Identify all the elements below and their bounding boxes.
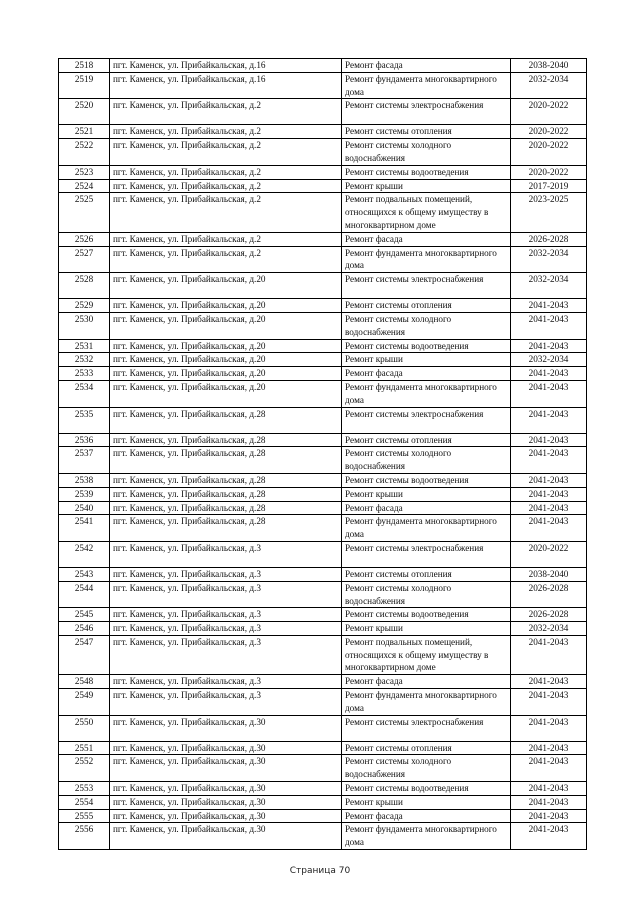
period-cell: 2038-2040 [511, 59, 587, 73]
table-body [59, 59, 587, 850]
work-type-cell: Ремонт подвальных помещений, относящихся к общему имуществу в многоквартирном доме [342, 193, 511, 232]
work-type-cell: Ремонт системы отопления [342, 125, 511, 139]
work-type-cell: Ремонт крыши [342, 795, 511, 809]
table-row [59, 353, 587, 367]
table-row [59, 487, 587, 501]
address-cell: пгт. Каменск, ул. Прибайкальская, д.2 [110, 232, 342, 246]
period-cell: 2032-2034 [511, 622, 587, 636]
table-row [59, 165, 587, 179]
work-type-cell: Ремонт системы холодного водоснабжения [342, 312, 511, 339]
row-number-cell: 2538 [59, 473, 110, 487]
period-cell: 2041-2043 [511, 433, 587, 447]
table-row [59, 809, 587, 823]
row-number-cell: 2550 [59, 715, 110, 741]
work-type-cell: Ремонт фундамента многоквартирного дома [342, 515, 511, 542]
period-cell: 2032-2034 [511, 246, 587, 273]
table-row [59, 473, 587, 487]
work-type-cell: Ремонт системы водоотведения [342, 608, 511, 622]
work-type-cell: Ремонт системы отопления [342, 567, 511, 581]
row-number-cell: 2553 [59, 782, 110, 796]
table-row [59, 608, 587, 622]
period-cell: 2041-2043 [511, 823, 587, 850]
table-row [59, 59, 587, 73]
address-cell: пгт. Каменск, ул. Прибайкальская, д.28 [110, 447, 342, 474]
page-number: Страница 70 [289, 866, 351, 876]
work-type-cell: Ремонт фасада [342, 675, 511, 689]
period-cell: 2041-2043 [511, 782, 587, 796]
row-number-cell: 2525 [59, 193, 110, 232]
table-row [59, 755, 587, 782]
row-number-cell: 2546 [59, 622, 110, 636]
period-cell: 2017-2019 [511, 179, 587, 193]
row-number-cell: 2533 [59, 367, 110, 381]
address-cell: пгт. Каменск, ул. Прибайкальская, д.30 [110, 755, 342, 782]
row-number-cell: 2534 [59, 380, 110, 407]
table-row [59, 515, 587, 542]
table-row [59, 782, 587, 796]
address-cell: пгт. Каменск, ул. Прибайкальская, д.2 [110, 165, 342, 179]
table-row [59, 741, 587, 755]
period-cell: 2041-2043 [511, 741, 587, 755]
address-cell: пгт. Каменск, ул. Прибайкальская, д.3 [110, 608, 342, 622]
address-cell: пгт. Каменск, ул. Прибайкальская, д.30 [110, 741, 342, 755]
work-type-cell: Ремонт системы водоотведения [342, 473, 511, 487]
address-cell: пгт. Каменск, ул. Прибайкальская, д.20 [110, 353, 342, 367]
period-cell: 2041-2043 [511, 473, 587, 487]
address-cell: пгт. Каменск, ул. Прибайкальская, д.30 [110, 809, 342, 823]
period-cell: 2020-2022 [511, 139, 587, 166]
table-row [59, 299, 587, 313]
work-type-cell: Ремонт фасада [342, 809, 511, 823]
row-number-cell: 2548 [59, 675, 110, 689]
table-row [59, 407, 587, 433]
address-cell: пгт. Каменск, ул. Прибайкальская, д.3 [110, 541, 342, 567]
table-row [59, 675, 587, 689]
address-cell: пгт. Каменск, ул. Прибайкальская, д.28 [110, 407, 342, 433]
row-number-cell: 2532 [59, 353, 110, 367]
work-type-cell: Ремонт фундамента многоквартирного дома [342, 380, 511, 407]
row-number-cell: 2518 [59, 59, 110, 73]
table-row [59, 312, 587, 339]
table-row [59, 581, 587, 608]
work-type-cell: Ремонт системы отопления [342, 741, 511, 755]
work-type-cell: Ремонт системы электроснабжения [342, 99, 511, 125]
period-cell: 2041-2043 [511, 312, 587, 339]
period-cell: 2041-2043 [511, 515, 587, 542]
work-type-cell: Ремонт крыши [342, 353, 511, 367]
table-row [59, 541, 587, 567]
address-cell: пгт. Каменск, ул. Прибайкальская, д.28 [110, 515, 342, 542]
row-number-cell: 2556 [59, 823, 110, 850]
period-cell: 2020-2022 [511, 99, 587, 125]
row-number-cell: 2537 [59, 447, 110, 474]
table-row [59, 689, 587, 716]
work-type-cell: Ремонт системы холодного водоснабжения [342, 755, 511, 782]
work-type-cell: Ремонт системы отопления [342, 299, 511, 313]
address-cell: пгт. Каменск, ул. Прибайкальская, д.3 [110, 567, 342, 581]
period-cell: 2032-2034 [511, 273, 587, 299]
work-type-cell: Ремонт фасада [342, 232, 511, 246]
work-type-cell: Ремонт подвальных помещений, относящихся к общему имуществу в многоквартирном доме [342, 635, 511, 674]
row-number-cell: 2539 [59, 487, 110, 501]
work-type-cell: Ремонт фундамента многоквартирного дома [342, 689, 511, 716]
row-number-cell: 2543 [59, 567, 110, 581]
row-number-cell: 2519 [59, 72, 110, 99]
period-cell: 2026-2028 [511, 232, 587, 246]
table-row [59, 635, 587, 674]
table-row [59, 139, 587, 166]
work-type-cell: Ремонт фундамента многоквартирного дома [342, 246, 511, 273]
address-cell: пгт. Каменск, ул. Прибайкальская, д.28 [110, 433, 342, 447]
work-type-cell: Ремонт крыши [342, 179, 511, 193]
period-cell: 2041-2043 [511, 339, 587, 353]
work-type-cell: Ремонт системы электроснабжения [342, 273, 511, 299]
address-cell: пгт. Каменск, ул. Прибайкальская, д.2 [110, 125, 342, 139]
work-type-cell: Ремонт системы электроснабжения [342, 407, 511, 433]
address-cell: пгт. Каменск, ул. Прибайкальская, д.28 [110, 501, 342, 515]
address-cell: пгт. Каменск, ул. Прибайкальская, д.20 [110, 299, 342, 313]
row-number-cell: 2529 [59, 299, 110, 313]
address-cell: пгт. Каменск, ул. Прибайкальская, д.30 [110, 715, 342, 741]
address-cell: пгт. Каменск, ул. Прибайкальская, д.20 [110, 367, 342, 381]
work-type-cell: Ремонт фундамента многоквартирного дома [342, 823, 511, 850]
period-cell: 2032-2034 [511, 353, 587, 367]
work-type-cell: Ремонт системы отопления [342, 433, 511, 447]
table-row [59, 501, 587, 515]
table-row [59, 367, 587, 381]
period-cell: 2026-2028 [511, 581, 587, 608]
table-row [59, 823, 587, 850]
row-number-cell: 2540 [59, 501, 110, 515]
work-type-cell: Ремонт крыши [342, 622, 511, 636]
period-cell: 2041-2043 [511, 795, 587, 809]
row-number-cell: 2542 [59, 541, 110, 567]
period-cell: 2041-2043 [511, 407, 587, 433]
work-type-cell: Ремонт системы холодного водоснабжения [342, 139, 511, 166]
address-cell: пгт. Каменск, ул. Прибайкальская, д.2 [110, 99, 342, 125]
period-cell: 2020-2022 [511, 541, 587, 567]
address-cell: пгт. Каменск, ул. Прибайкальская, д.3 [110, 675, 342, 689]
period-cell: 2032-2034 [511, 72, 587, 99]
work-type-cell: Ремонт системы водоотведения [342, 165, 511, 179]
row-number-cell: 2552 [59, 755, 110, 782]
row-number-cell: 2535 [59, 407, 110, 433]
period-cell: 2041-2043 [511, 299, 587, 313]
row-number-cell: 2527 [59, 246, 110, 273]
period-cell: 2026-2028 [511, 608, 587, 622]
address-cell: пгт. Каменск, ул. Прибайкальская, д.3 [110, 622, 342, 636]
work-type-cell: Ремонт фасада [342, 59, 511, 73]
row-number-cell: 2547 [59, 635, 110, 674]
period-cell: 2041-2043 [511, 487, 587, 501]
address-cell: пгт. Каменск, ул. Прибайкальская, д.3 [110, 581, 342, 608]
address-cell: пгт. Каменск, ул. Прибайкальская, д.2 [110, 246, 342, 273]
table-row [59, 125, 587, 139]
address-cell: пгт. Каменск, ул. Прибайкальская, д.30 [110, 782, 342, 796]
table-row [59, 193, 587, 232]
table-row [59, 339, 587, 353]
period-cell: 2020-2022 [511, 125, 587, 139]
work-type-cell: Ремонт фасада [342, 367, 511, 381]
address-cell: пгт. Каменск, ул. Прибайкальская, д.3 [110, 689, 342, 716]
address-cell: пгт. Каменск, ул. Прибайкальская, д.20 [110, 380, 342, 407]
work-type-cell: Ремонт системы холодного водоснабжения [342, 447, 511, 474]
period-cell: 2020-2022 [511, 165, 587, 179]
work-type-cell: Ремонт системы водоотведения [342, 782, 511, 796]
work-type-cell: Ремонт системы электроснабжения [342, 541, 511, 567]
row-number-cell: 2549 [59, 689, 110, 716]
row-number-cell: 2520 [59, 99, 110, 125]
row-number-cell: 2541 [59, 515, 110, 542]
row-number-cell: 2528 [59, 273, 110, 299]
address-cell: пгт. Каменск, ул. Прибайкальская, д.2 [110, 193, 342, 232]
work-type-cell: Ремонт фундамента многоквартирного дома [342, 72, 511, 99]
row-number-cell: 2544 [59, 581, 110, 608]
address-cell: пгт. Каменск, ул. Прибайкальская, д.20 [110, 339, 342, 353]
table-row [59, 622, 587, 636]
period-cell: 2041-2043 [511, 755, 587, 782]
table-row [59, 567, 587, 581]
row-number-cell: 2555 [59, 809, 110, 823]
address-cell: пгт. Каменск, ул. Прибайкальская, д.2 [110, 139, 342, 166]
row-number-cell: 2530 [59, 312, 110, 339]
row-number-cell: 2523 [59, 165, 110, 179]
table-row [59, 380, 587, 407]
work-type-cell: Ремонт системы водоотведения [342, 339, 511, 353]
work-type-cell: Ремонт фасада [342, 501, 511, 515]
table-row [59, 795, 587, 809]
row-number-cell: 2521 [59, 125, 110, 139]
row-number-cell: 2551 [59, 741, 110, 755]
work-type-cell: Ремонт системы электроснабжения [342, 715, 511, 741]
row-number-cell: 2522 [59, 139, 110, 166]
table-row [59, 232, 587, 246]
period-cell: 2041-2043 [511, 501, 587, 515]
row-number-cell: 2554 [59, 795, 110, 809]
period-cell: 2041-2043 [511, 715, 587, 741]
period-cell: 2041-2043 [511, 809, 587, 823]
address-cell: пгт. Каменск, ул. Прибайкальская, д.3 [110, 635, 342, 674]
table-row [59, 447, 587, 474]
address-cell: пгт. Каменск, ул. Прибайкальская, д.20 [110, 273, 342, 299]
period-cell: 2041-2043 [511, 380, 587, 407]
address-cell: пгт. Каменск, ул. Прибайкальская, д.20 [110, 312, 342, 339]
address-cell: пгт. Каменск, ул. Прибайкальская, д.30 [110, 795, 342, 809]
row-number-cell: 2536 [59, 433, 110, 447]
row-number-cell: 2545 [59, 608, 110, 622]
period-cell: 2041-2043 [511, 447, 587, 474]
capital-repair-table [58, 58, 587, 850]
period-cell: 2023-2025 [511, 193, 587, 232]
period-cell: 2041-2043 [511, 635, 587, 674]
work-type-cell: Ремонт системы холодного водоснабжения [342, 581, 511, 608]
table-row [59, 433, 587, 447]
period-cell: 2041-2043 [511, 367, 587, 381]
address-cell: пгт. Каменск, ул. Прибайкальская, д.2 [110, 179, 342, 193]
table-row [59, 72, 587, 99]
table-row [59, 246, 587, 273]
table-row [59, 715, 587, 741]
period-cell: 2041-2043 [511, 675, 587, 689]
table-row [59, 273, 587, 299]
address-cell: пгт. Каменск, ул. Прибайкальская, д.30 [110, 823, 342, 850]
period-cell: 2041-2043 [511, 689, 587, 716]
row-number-cell: 2531 [59, 339, 110, 353]
row-number-cell: 2526 [59, 232, 110, 246]
address-cell: пгт. Каменск, ул. Прибайкальская, д.16 [110, 59, 342, 73]
period-cell: 2038-2040 [511, 567, 587, 581]
work-type-cell: Ремонт крыши [342, 487, 511, 501]
address-cell: пгт. Каменск, ул. Прибайкальская, д.28 [110, 473, 342, 487]
row-number-cell: 2524 [59, 179, 110, 193]
table-row [59, 179, 587, 193]
address-cell: пгт. Каменск, ул. Прибайкальская, д.16 [110, 72, 342, 99]
table-row [59, 99, 587, 125]
address-cell: пгт. Каменск, ул. Прибайкальская, д.28 [110, 487, 342, 501]
